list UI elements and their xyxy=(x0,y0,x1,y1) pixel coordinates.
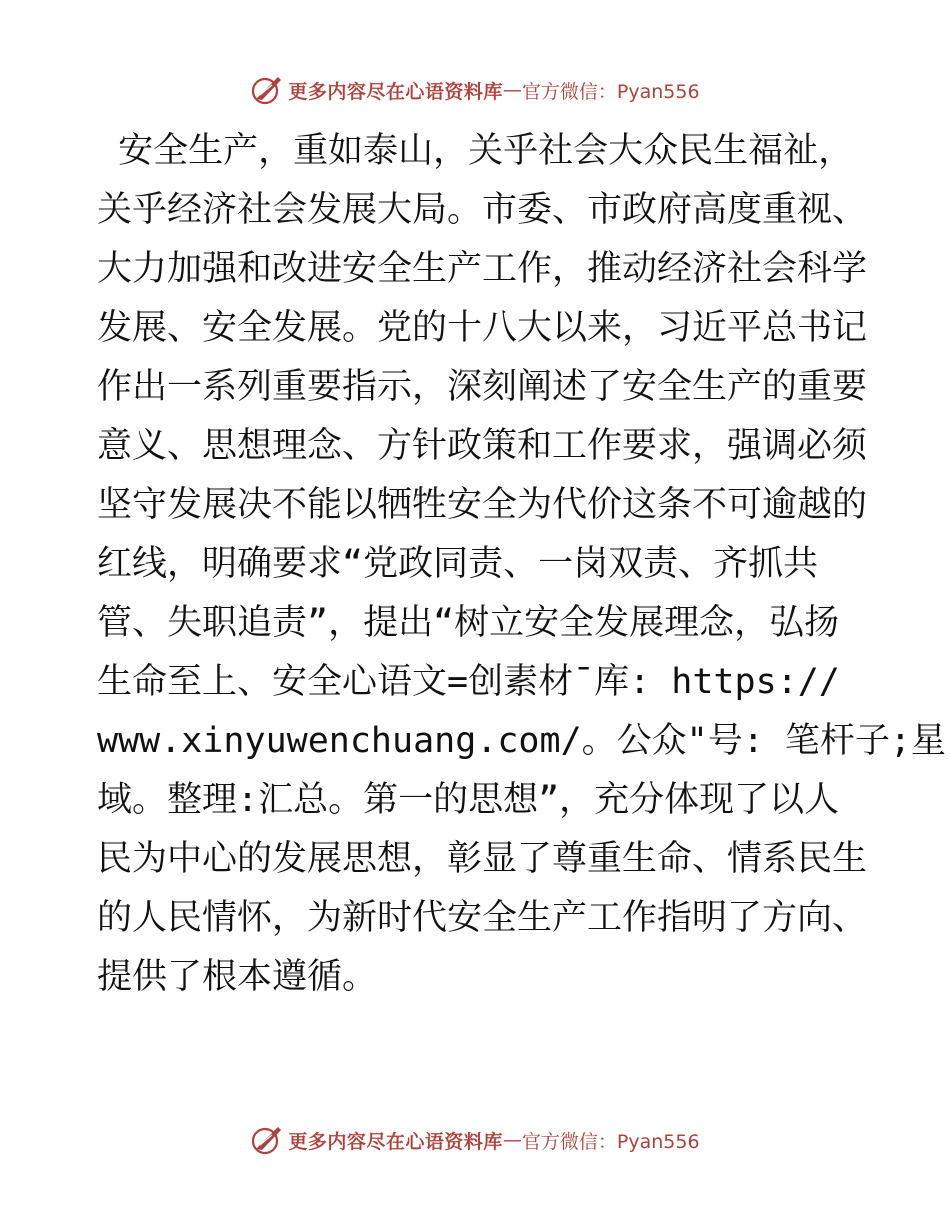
body-line: 域。整理:汇总。第一的思想”，充分体现了以人 xyxy=(97,780,840,820)
header-brand-text: 更多内容尽在心语资料库 xyxy=(288,80,503,103)
footer-wechat-text: 官方微信：Pyan556 xyxy=(521,1130,700,1153)
body-line: 大力加强和改进安全生产工作，推动经济社会科学 xyxy=(97,249,868,289)
quill-pen-logo-icon xyxy=(250,73,284,107)
body-line: 管、失职追责”，提出“树立安全发展理念，弘扬 xyxy=(97,603,840,643)
body-line: 发展、安全发展。党的十八大以来，习近平总书记 xyxy=(97,308,868,348)
body-line: 红线，明确要求“党政同责、一岗双责、齐抓共 xyxy=(97,544,819,584)
body-line: 安全生产，重如泰山，关乎社会大众民生福祉， xyxy=(97,131,854,171)
body-line: 关乎经济社会发展大局。市委、市政府高度重视、 xyxy=(97,190,868,230)
body-line: 坚守发展决不能以牺牲安全为代价这条不可逾越的 xyxy=(97,485,868,525)
body-line: 作出一系列重要指示，深刻阐述了安全生产的重要 xyxy=(97,367,868,407)
quill-pen-logo-icon xyxy=(250,1123,284,1157)
body-line: 提供了根本遵循。 xyxy=(97,957,378,997)
footer-dash: — xyxy=(502,1129,522,1151)
header-wechat-text: 官方微信：Pyan556 xyxy=(521,80,700,103)
header-dash: — xyxy=(502,79,522,101)
body-line: www.xinyuwenchuang.com/。公众"号: 笔杆子;星 xyxy=(97,721,946,761)
footer-brand-text: 更多内容尽在心语资料库 xyxy=(288,1130,503,1153)
body-line: 的人民情怀，为新时代安全生产工作指明了方向、 xyxy=(97,898,868,938)
footer-banner xyxy=(0,1120,950,1160)
body-line: 生命至上、安全心语文=创素材¯库: https:// xyxy=(97,662,840,702)
body-line: 意义、思想理念、方针政策和工作要求，强调必须 xyxy=(97,426,868,466)
document-body xyxy=(97,122,946,1007)
header-banner xyxy=(0,70,950,110)
body-line: 民为中心的发展思想，彰显了尊重生命、情系民生 xyxy=(97,839,868,879)
